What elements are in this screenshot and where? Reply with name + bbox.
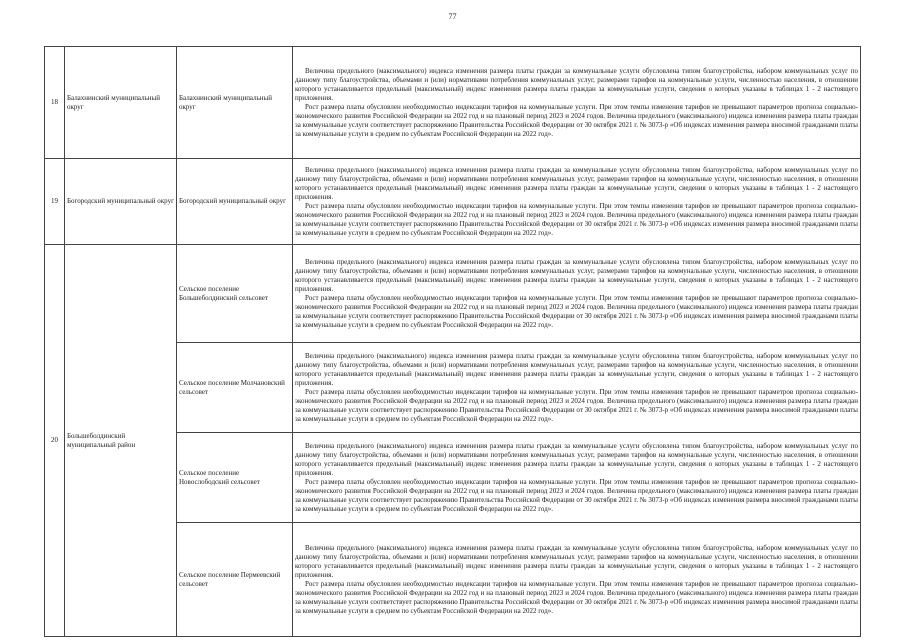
table-row: [45, 47, 861, 159]
row-number: 20: [45, 245, 65, 637]
paragraph-index: Величина предельного (максимального) индекса изменения размера платы граждан за коммунальные услуги обусловлена типом благоустройства, набором коммунальных услуг по данному типу благоустройства, объемами и (или) нормативами потребления коммунальных услуг, размерами тарифов на коммунальные услуги, численностью населения, в отношении которого устанавливается предельный (максимальный) индекс изменения размера платы граждан за коммунальные услуги, сведения о которых указаны в таблицах 1 - 2 настоящего приложения.: [295, 351, 858, 387]
settlement-name: Сельское поселение Новослободский сельсовет: [177, 433, 293, 523]
row-number: 18: [45, 47, 65, 159]
paragraph-growth: Рост размера платы обусловлен необходимостью индексации тарифов на коммунальные услуги. При этом темпы изменения тарифов не превышают параметров прогноза социально-экономического развития Российской Федерации на 2022 год и на плановый период 2023 и 2024 годов. Величина предельного (максимального) индекса изменения размера платы граждан за коммунальные услуги соответствует распоряжению Правительства Российской Федерации от 30 октября 2021 г. № 3073-р «Об индексах изменения размера вносимой гражданами платы за коммунальные услуги в среднем по субъектам Российской Федерации на 2022 год».: [295, 387, 858, 423]
settlement-name: Сельское поселение Большеболдинский сельсовет: [177, 245, 293, 343]
paragraph-index: Величина предельного (максимального) индекса изменения размера платы граждан за коммунальные услуги обусловлена типом благоустройства, набором коммунальных услуг по данному типу благоустройства, объемами и (или) нормативами потребления коммунальных услуг, размерами тарифов на коммунальные услуги, численностью населения, в отношении которого устанавливается предельный (максимальный) индекс изменения размера платы граждан за коммунальные услуги, сведения о которых указаны в таблицах 1 - 2 настоящего приложения.: [295, 543, 858, 579]
paragraph-growth: Рост размера платы обусловлен необходимостью индексации тарифов на коммунальные услуги. При этом темпы изменения тарифов не превышают параметров прогноза социально-экономического развития Российской Федерации на 2022 год и на плановый период 2023 и 2024 годов. Величина предельного (максимального) индекса изменения размера платы граждан за коммунальные услуги соответствует распоряжению Правительства Российской Федерации от 30 октября 2021 г. № 3073-р «Об индексах изменения размера вносимой гражданами платы за коммунальные услуги в среднем по субъектам Российской Федерации на 2022 год».: [295, 293, 858, 329]
row-number: 19: [45, 159, 65, 245]
paragraph-index: Величина предельного (максимального) индекса изменения размера платы граждан за коммунальные услуги обусловлена типом благоустройства, набором коммунальных услуг по данному типу благоустройства, объемами и (или) нормативами потребления коммунальных услуг, размерами тарифов на коммунальные услуги, численностью населения, в отношении которого устанавливается предельный (максимальный) индекс изменения размера платы граждан за коммунальные услуги, сведения о которых указаны в таблицах 1 - 2 настоящего приложения.: [295, 165, 858, 201]
justification-text: [293, 245, 861, 343]
paragraph-index: Величина предельного (максимального) индекса изменения размера платы граждан за коммунальные услуги обусловлена типом благоустройства, набором коммунальных услуг по данному типу благоустройства, объемами и (или) нормативами потребления коммунальных услуг, размерами тарифов на коммунальные услуги, численностью населения, в отношении которого устанавливается предельный (максимальный) индекс изменения размера платы граждан за коммунальные услуги, сведения о которых указаны в таблицах 1 - 2 настоящего приложения.: [295, 257, 858, 293]
paragraph-growth: Рост размера платы обусловлен необходимостью индексации тарифов на коммунальные услуги. При этом темпы изменения тарифов не превышают параметров прогноза социально-экономического развития Российской Федерации на 2022 год и на плановый период 2023 и 2024 годов. Величина предельного (максимального) индекса изменения размера платы граждан за коммунальные услуги соответствует распоряжению Правительства Российской Федерации от 30 октября 2021 г. № 3073-р «Об индексах изменения размера вносимой гражданами платы за коммунальные услуги в среднем по субъектам Российской Федерации на 2022 год».: [295, 477, 858, 513]
paragraph-index: Величина предельного (максимального) индекса изменения размера платы граждан за коммунальные услуги обусловлена типом благоустройства, набором коммунальных услуг по данному типу благоустройства, объемами и (или) нормативами потребления коммунальных услуг, размерами тарифов на коммунальные услуги, численностью населения, в отношении которого устанавливается предельный (максимальный) индекс изменения размера платы граждан за коммунальные услуги, сведения о которых указаны в таблицах 1 - 2 настоящего приложения.: [295, 441, 858, 477]
justification-text: [293, 47, 861, 159]
justification-text: [293, 343, 861, 433]
district-name: Большеболдинский муниципальный район: [65, 245, 177, 637]
settlement-name: Сельское поселение Молчановский сельсовет: [177, 343, 293, 433]
settlement-name: Богородский муниципальный округ: [177, 159, 293, 245]
justification-text: [293, 159, 861, 245]
paragraph-growth: Рост размера платы обусловлен необходимостью индексации тарифов на коммунальные услуги. При этом темпы изменения тарифов не превышают параметров прогноза социально-экономического развития Российской Федерации на 2022 год и на плановый период 2023 и 2024 годов. Величина предельного (максимального) индекса изменения размера платы граждан за коммунальные услуги соответствует распоряжению Правительства Российской Федерации от 30 октября 2021 г. № 3073-р «Об индексах изменения размера вносимой гражданами платы за коммунальные услуги в среднем по субъектам Российской Федерации на 2022 год».: [295, 102, 858, 138]
page-number: 77: [448, 12, 457, 21]
settlement-name: Балахнинский муниципальный округ: [177, 47, 293, 159]
paragraph-index: Величина предельного (максимального) индекса изменения размера платы граждан за коммунальные услуги обусловлена типом благоустройства, набором коммунальных услуг по данному типу благоустройства, объемами и (или) нормативами потребления коммунальных услуг, размерами тарифов на коммунальные услуги, численностью населения, в отношении которого устанавливается предельный (максимальный) индекс изменения размера платы граждан за коммунальные услуги, сведения о которых указаны в таблицах 1 - 2 настоящего приложения.: [295, 66, 858, 102]
district-name: Балахнинский муниципальный округ: [65, 47, 177, 159]
paragraph-growth: Рост размера платы обусловлен необходимостью индексации тарифов на коммунальные услуги. При этом темпы изменения тарифов не превышают параметров прогноза социально-экономического развития Российской Федерации на 2022 год и на плановый период 2023 и 2024 годов. Величина предельного (максимального) индекса изменения размера платы граждан за коммунальные услуги соответствует распоряжению Правительства Российской Федерации от 30 октября 2021 г. № 3073-р «Об индексах изменения размера вносимой гражданами платы за коммунальные услуги в среднем по субъектам Российской Федерации на 2022 год».: [295, 579, 858, 615]
district-name: Богородский муниципальный округ: [65, 159, 177, 245]
justification-text: [293, 523, 861, 637]
justification-text: [293, 433, 861, 523]
paragraph-growth: Рост размера платы обусловлен необходимостью индексации тарифов на коммунальные услуги. При этом темпы изменения тарифов не превышают параметров прогноза социально-экономического развития Российской Федерации на 2022 год и на плановый период 2023 и 2024 годов. Величина предельного (максимального) индекса изменения размера платы граждан за коммунальные услуги соответствует распоряжению Правительства Российской Федерации от 30 октября 2021 г. № 3073-р «Об индексах изменения размера вносимой гражданами платы за коммунальные услуги в среднем по субъектам Российской Федерации на 2022 год».: [295, 201, 858, 237]
table-row: [45, 245, 861, 343]
settlement-name: Сельское поселение Пермеевский сельсовет: [177, 523, 293, 637]
indices-table: [44, 46, 861, 637]
table-row: [45, 159, 861, 245]
